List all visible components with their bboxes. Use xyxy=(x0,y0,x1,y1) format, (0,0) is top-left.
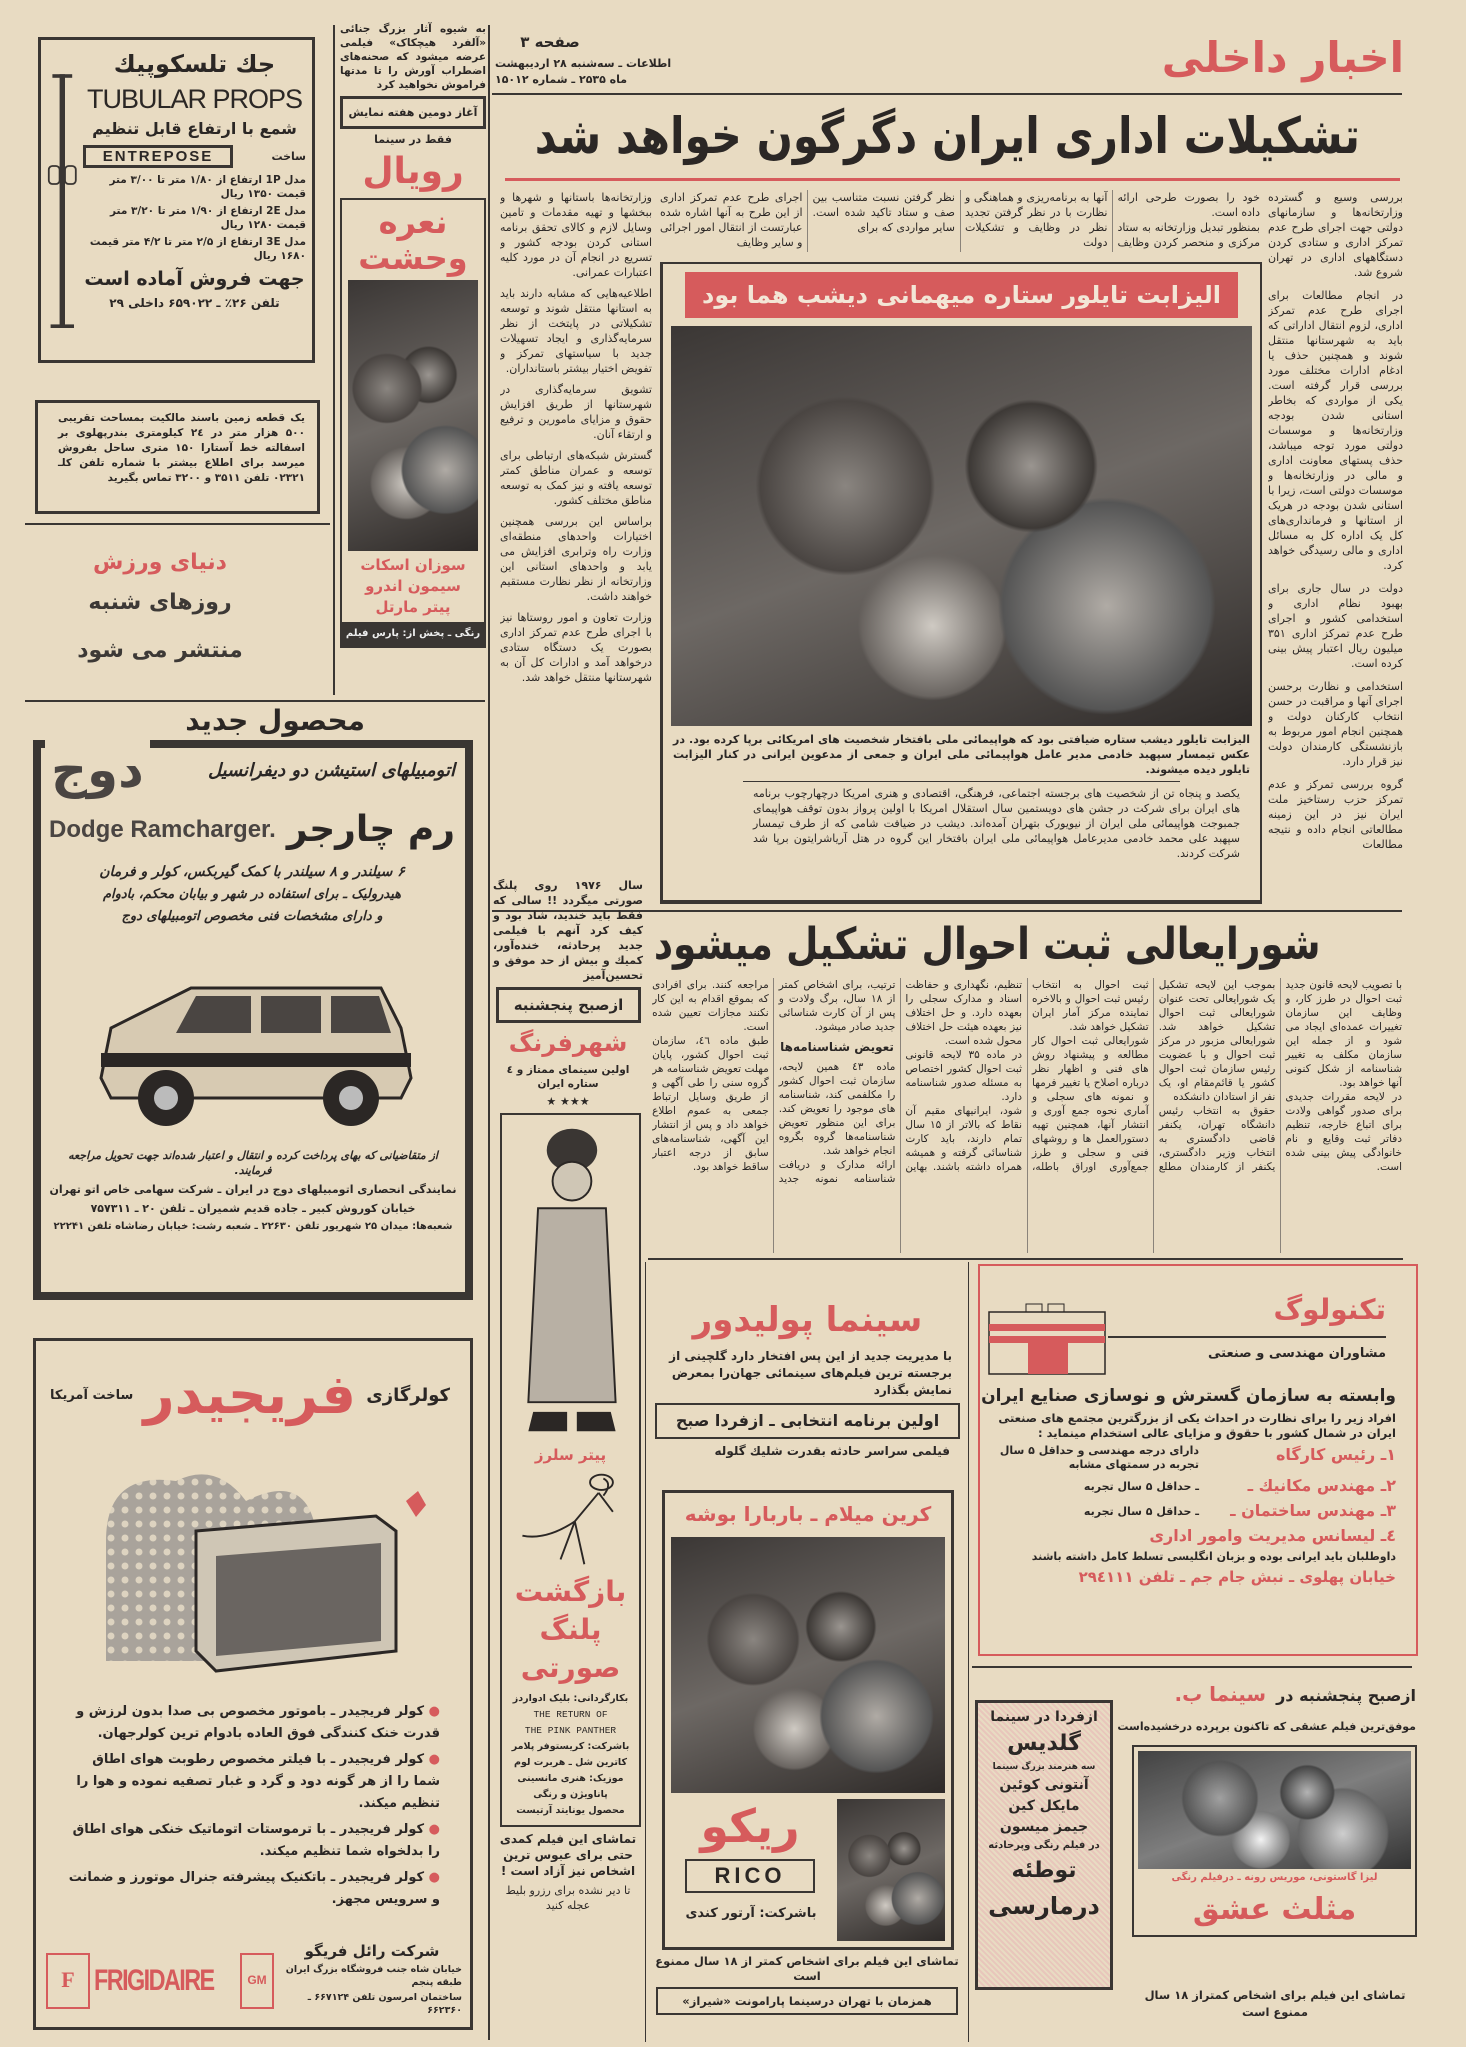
credit-line: پاناویژن و رنگی xyxy=(533,1789,608,1800)
bullet-dot-icon: ● xyxy=(424,1870,440,1885)
issue-line: اطلاعات ـ سه‌شنبه ۲۸ اردیبهشت xyxy=(495,57,672,70)
divider xyxy=(645,1262,646,2042)
paragraph: با تصویب لایحه قانون جدید ثبت احوال در طرز کار، و وظایف این سازمان تغییرات عمده‌ای ایجاد می شود و از جمله این سازمان مکلف به تغییر شناسنامه از شکل کنونی آنها خواهد بود. xyxy=(1285,979,1402,1089)
position-row xyxy=(994,1500,1396,1522)
cinema-b-cast: لیزا گاستونی، موریس رونه ـ درفیلم رنگی xyxy=(1171,1872,1378,1883)
divider xyxy=(968,1262,969,2042)
gladys-film: درمارسی xyxy=(988,1892,1100,1920)
position-title: ٤ـ لیسانس مدیریت وامور اداری xyxy=(1149,1526,1396,1545)
photo-elizabeth-taylor-reception xyxy=(671,326,1252,726)
royal-week-box: آغاز دومین هفته نمایش xyxy=(340,96,486,129)
polidor-cinema-title: سینما پولیدور xyxy=(692,1300,923,1340)
bullet-text: کولر فریجیدر ـ با فیلتر مخصوص رطوبت هوای اطاق شما را از هر گونه دود و گرد و غبار تصفیه نموده و هوا را تنظیم میکند. xyxy=(76,1752,440,1811)
pink-panther-illustration xyxy=(515,1469,627,1569)
paragraph: در انجام مطالعات برای اجرای طرح عدم تمرکز اداری، لزوم انتقال اداراتی که باید به شهرستانها منتقل شوند و همچنین حذف یا ادغام ادارات مختلف مورد بررسی قرار گرفته است. یکی از مواردی که بخاطر استانی شدن بودجه وزارتخانه‌ها و موسسات دولتی مورد توجه میباشد، حذف پستهای معاونت اداری و مالی در وزارتخانه‌ها و موسسات دولتی است، زیرا با استانی شدن بودجه در هریک از استانها و فرمانداری‌های کل یک اداره کل به مسائل اداری و مالی رسیدگی خواهد کرد. xyxy=(1268,289,1403,572)
bullet xyxy=(66,1819,440,1863)
issue-line: ماه ۲۵۳۵ ـ شماره ۱۵۰۱۲ xyxy=(495,73,628,86)
rico-photo xyxy=(671,1537,945,1793)
article-top-strip xyxy=(660,190,1260,252)
age-restriction: تماشای این فیلم برای اشخاص کمتر از ۱۸ سال ممنوع است xyxy=(655,1954,959,1983)
actor-name: پیتر سلرز xyxy=(534,1446,607,1464)
technolog-body xyxy=(981,1384,1396,1587)
position-req: ـ حداقل ۵ سال تجربه xyxy=(1083,1479,1199,1493)
divider xyxy=(25,523,330,525)
royal-cinema-name: رویال xyxy=(362,151,464,192)
article-left-column xyxy=(500,190,652,900)
phone: تلفن ۲۶٪ ـ ۶۵۹۰۲۲ داخلی ۲۹ xyxy=(109,296,280,310)
subheading: تعویض شناسنامه‌ها xyxy=(780,1040,894,1054)
bullet-text: کولر فریجیدر ـ باتکنیک پیشرفته جنرال موتورز و ضمانت و سرویس مجهز. xyxy=(68,1870,440,1907)
paragraph: در لایحه مقررات جدیدی برای صدور گواهی ولادت برای اتباع خارجه، تنظیم دفاتر ثبت وقایع و نام خانوادگی پیش بینی شده است. xyxy=(1285,1091,1402,1173)
paragraph: بررسی وسیع و گسترده وزارتخانه‌ها و سازمانهای دولتی جهت اجرای طرح عدم تمرکز اداری و ستادی کردن دستگاههای اداری در تهران شروع شد. xyxy=(1268,191,1403,279)
article-right-column xyxy=(1268,190,1403,900)
credit-line: کاترین شل ـ هربرت لوم xyxy=(514,1757,627,1768)
divider xyxy=(333,25,335,695)
comedy-blurb: سال ۱۹۷۶ روی پلنگ صورتی میگردد !! سالی که فقط باید خندید، شاد بود و کیف کرد آنهم با فیلمی جدید پرحادثه، خنده‌آور، کمیك و بیش از حد موفق و تحسین‌آمیز xyxy=(493,879,643,982)
rico-actor-photo xyxy=(837,1799,945,1941)
cast-name: سیمون اندرو xyxy=(365,577,461,595)
model-line: مدل 3E ارتفاع از ۲/۵ متر تا ۴/۲ متر قیمت ۱۶۸۰ ریال xyxy=(89,236,306,262)
cinema-desc: اولین سینمای ممتاز و ٤ ستاره ایران xyxy=(506,1064,630,1090)
model-fa: رم چارجر xyxy=(286,809,455,850)
paragraph: شود، ایرانیهای مقیم آن نقاط که بالاتر از ۱۵ سال تمام دارند، باید کارت شناسائی گرفته و همیشه همراه داشته باشند. بهاین ترتیب، برای اشخاص کمتر از ۱۸ سال، برگ ولادت و پس از آن کارت شناسائی جدید صادر میشود. xyxy=(778,979,1023,1173)
credit-line: باشرکت: کریستوفر پلامر xyxy=(511,1741,630,1752)
paragraph: طبق ماده ٤٦، سازمان ثبت احوال کشور، پایان مهلت تعویض شناسنامه هر گروه سنی را طی آگهی و از طریق وسایل ارتباط جمعی به عموم اطلاع خواهد داد و پس از انتشار این آگهی، شناسنامه‌های سابق از درجه اعتبار ساقط خواهد بود. xyxy=(652,1035,769,1173)
credit-line: THE PINK PANTHER xyxy=(524,1725,617,1736)
position-req: ـ حداقل ۵ سال تجربه xyxy=(1083,1504,1199,1518)
rico-distributor: باشرکت: آرتور کندی xyxy=(685,1906,817,1921)
from-thursday-box: ازصبح پنجشنبه xyxy=(496,987,641,1023)
main-headline: تشکیلات اداری ایران دگرگون خواهد شد xyxy=(534,107,1361,165)
section-title: اخبار داخلی xyxy=(1161,33,1404,82)
dodge-footer xyxy=(49,1148,457,1234)
paragraph: اطلاعیه‌هایی که مشابه دارند باید به استانها منتقل شوند و توسعه تشکیلاتی در پایتخت از نظر سرمایه‌گذاری و ایجاد تسهیلات جدید با سیاستهای تمرکز و تفویض اختیار بیشتر باستانداران. xyxy=(500,287,652,375)
technolog-intro: افراد زیر را برای نظارت در احداث یکی از بزرگترین مجتمع های صنعتی ایران در شمال کشور با حقوق و مزایای عالی استخدام مینماید : xyxy=(998,1411,1396,1440)
gladys-actor: مایکل کین xyxy=(1008,1798,1080,1814)
frigidaire-bullets xyxy=(66,1701,440,1911)
ad-title-en: TUBULAR PROPS xyxy=(86,84,303,114)
dodge-features xyxy=(49,862,455,926)
bullet-dot-icon: ● xyxy=(424,1704,440,1719)
cinema-b-restriction: تماشای این فیلم برای اشخاص کمتراز ۱۸ سال ممنوع است xyxy=(1144,1988,1406,2019)
position-title: ۲ـ مهندس مکانیك ـ xyxy=(1247,1476,1396,1495)
bullet xyxy=(66,1867,440,1911)
cinema-b-name: سینما ب. xyxy=(1174,1682,1267,1706)
made-in: ساخت آمریکا xyxy=(50,1387,134,1403)
paragraph: براساس این بررسی همچنین اختیارات واحدهای منطقه‌ای وزارت راه وترابری افزایش می یابد و واحدهای استانی این وزارتخانه از نظر نظارت مستقیم خواهند داشت. xyxy=(500,515,652,603)
features: هیدرولیک ـ برای استفاده در شهر و بیابان محکم، بادوام xyxy=(102,887,402,902)
land-for-sale-ad xyxy=(35,400,320,514)
second-headline: شورایعالی ثبت احوال تشکیل میشود xyxy=(653,919,1321,970)
bullet-dot-icon: ● xyxy=(424,1822,440,1837)
requirement: داوطلبان باید ایرانی بوده و بزبان انگلیسی تسلط کامل داشته باشند xyxy=(1031,1550,1396,1563)
dodge-model-row xyxy=(49,806,455,854)
polidor-desc: فیلمی سراسر حادثه بقدرت شلیك گلوله xyxy=(714,1444,950,1458)
first-program-box: اولین برنامه انتخابی ـ ازفردا صبح xyxy=(655,1403,960,1439)
frigidaire-logo xyxy=(46,1953,278,2009)
paragraph: دولت در سال جاری برای بهبود نظام اداری و استخدامی کشور و اجرای طرح عدم تمرکز اداری ۳۵۱ میلیون ریال اعتبار پیش بینی کرده است. xyxy=(1268,582,1403,670)
royal-footer: رنگی ـ پخش از: پارس فیلم xyxy=(342,622,484,646)
cinema-b-from: ازصبح پنجشنبه در xyxy=(1276,1686,1416,1705)
model-line: مدل 2E ارتفاع از ۱/۹۰ متر تا ۳/۲۰ متر قیمت ۱۲۸۰ ریال xyxy=(110,205,306,231)
dodge-address: خیابان کوروش کبیر ـ جاده قدیم شمیران ـ تلفن ۲۰ ـ ۷۵۷۳۱۱ xyxy=(90,1202,416,1215)
paragraph: ماده ٤٣ همین لایحه، سازمان ثبت احوال کشور را مکلفمی کند، شناسنامه های موجود را تعویض کند. برای این منظور تعویض شناسنامه‌ها گروه بگروه انجام خواهد شد. xyxy=(778,1061,896,1157)
technolog-sub: مشاوران مهندسی و صنعتی xyxy=(1208,1346,1386,1361)
sports-line: روزهای شنبه xyxy=(88,590,232,615)
position-req: دارای درجه مهندسی و حداقل ۵ سال تجربه در سمتهای مشابه xyxy=(999,1444,1199,1471)
model-line: مدل 1P ارتفاع از ۱/۸۰ متر تا ۳/۰۰ متر قیمت ۱۳۵۰ ریال xyxy=(109,174,306,200)
maker-label: ساخت xyxy=(271,150,306,163)
bullet-text: کولر فریجیدر ـ با ترموستات اتوماتیک خنکی هوای اطاق را بدلخواه شما تنظیم میکند. xyxy=(72,1822,440,1859)
position-row xyxy=(994,1475,1396,1497)
photo-caption: الیزابت تایلور دیشب ستاره ضیافتی بود که هواپیمائی ملی بافتخار شخصیت های امریکائی برپا کرده بود. در عکس تیمسار سپهبد خادمی مدیر عامل هواپیمائی ملی ایران و جمعی از مدعوین ایرانی در کنار الیزابت تایلور دیده میشوند. xyxy=(673,733,1250,776)
cinema-b-desc: موفق‌ترین فیلم عشقی که تاکنون برپرده درخشیده‌است xyxy=(1117,1720,1416,1733)
position-title: ۱ـ رئیس کارگاه xyxy=(1275,1445,1396,1464)
bullet xyxy=(66,1701,440,1745)
gladys-text: سه هنرمند بزرگ سینما xyxy=(992,1762,1096,1772)
polidor-footer xyxy=(652,1954,962,2015)
rico-stars-line: کرین میلام ـ باربارا بوشه xyxy=(684,1502,932,1526)
bullet-dot-icon: ● xyxy=(424,1752,440,1767)
paragraph: نظر گرفتن نسبت متناسب بین صف و ستاد تاکید شده است. سایر مواردی که برای xyxy=(812,191,955,234)
royal-column xyxy=(340,22,486,648)
bullet xyxy=(66,1749,440,1815)
paragraph: ارائه مدارک و دریافت شناسنامه نمونه جدید مراجعه کنند. برای افرادی که بموقع اقدام به این کار نکنند مجازات تعیین شده است. xyxy=(652,979,896,1185)
divider xyxy=(972,1666,1412,1668)
cinema-b-poster xyxy=(1132,1745,1417,1937)
cinema-b-film: مثلث عشق xyxy=(1192,1892,1357,1927)
page-number: صفحه ۳ xyxy=(520,33,580,51)
technolog-name: تکنولوگ xyxy=(1273,1293,1386,1326)
second-story-body xyxy=(652,978,1402,1253)
gladys-from: ازفردا در سینما xyxy=(990,1709,1098,1725)
rico-title-fa: ریکو xyxy=(700,1799,800,1853)
dodge-header-row xyxy=(45,740,455,800)
comedy-note: تماشای این فیلم کمدی حتی برای عبوس ترین اشخاص نیز آزاد است ! xyxy=(499,1832,637,1878)
air-conditioner-illustration xyxy=(76,1461,446,1681)
dodge-address: شعبه‌ها: میدان ۲۵ شهریور تلفن ۲۲۶۳۰ ـ شعبه رشت: خیابان رضاشاه تلفن ۲۲۲۴۱ xyxy=(53,1221,453,1232)
credit-line: موزیک: هنری مانسینی xyxy=(517,1773,624,1784)
cinema-stars: ★★★ ★ xyxy=(546,1095,590,1108)
brand-entrepose: ENTREPOSE xyxy=(83,145,233,168)
paragraph: تشویق سرمایه‌گذاری در شهرستانها از طریق افزایش حقوق و مزایای مامورین و ترفیع و ارتقاء آنان. xyxy=(500,383,652,441)
dodge-ramcharger-illustration xyxy=(81,968,426,1138)
new-product: محصول جدید xyxy=(175,704,375,738)
paragraph: وزارت تعاون و امور روستاها نیز با اجرای طرح عدم تمرکز اداری بصورت یک دستگاه ستادی درخواهد آمد و ادارات کل آن به شهرستانها منتقل خواهد شد. xyxy=(500,611,652,684)
paragraph: بمنظور تبدیل وزارتخانه به ستاد مرکزی و منحصر کردن وظایف آنها به برنامه‌ریزی و هماهنگی و نظارت با در نظر گرفتن تجدید نظر در وظایف و تشکیلات دولت xyxy=(965,191,1260,249)
ad-title-fa: جك تلسكوپيك xyxy=(113,50,276,78)
paragraph: شورایعالی ثبت احوال کار مطالعه و پیشنهاد روش های فنی و اظهار نظر درباره اصلاح یا تغییر فرمها و نمونه های سجلی و آماری نحوه جمع آوری و انتشار آنها، همچنین تهیه دستورالعمل ها و روشهای فنی و سجلی و طرز جمع‌آوری اوراق باطله، تنظیم، نگهداری و حفاظت اسناد و مدارک سجلی را بعهده دارد. و حل اختلاف نیز بعهده هیئت حل اختلاف محول شده است. xyxy=(905,979,1149,1173)
frigidaire-header-row xyxy=(50,1355,450,1435)
dodge-brand: دوج xyxy=(45,740,150,800)
cast-name: سوزان اسکات xyxy=(360,556,466,574)
caption-rule xyxy=(743,781,1180,782)
dodge-dealer: نمایندگی انحصاری اتومبیلهای دوج در ایران ـ شرکت سهامی خاص اتو تهران xyxy=(49,1183,457,1196)
simultaneous-box: همزمان با تهران درسینما پارامونت «شیراز» xyxy=(656,1987,958,2015)
frigidaire-brand-fa: فریجیدر xyxy=(143,1363,356,1426)
paragraph: در ماده ۳۵ لایحه قانونی ثبت احوال کشور اختصاص به مسئله صدور شناسنامه دارد. xyxy=(905,1049,1023,1103)
gladys-film: توطئه xyxy=(1011,1858,1077,1883)
gladys-actor: آنتونی کوئین xyxy=(999,1777,1089,1793)
credit-line: THE RETURN OF xyxy=(533,1709,608,1720)
photo-feature-box xyxy=(660,262,1262,904)
technolog-logo xyxy=(988,1302,1108,1380)
shahre-farang-cinema: شهرفرنگ xyxy=(508,1029,628,1057)
frigidaire-f-logo: F xyxy=(46,1953,90,2009)
polidor-column xyxy=(655,1296,960,1459)
company-address: خیابان شاه جنب فروشگاه بزرگ ایران طبقه پنجم xyxy=(285,1964,462,1988)
paragraph: حقوق به انتخاب رئیس دانشگاه تهران، یکنفر قاضی دادگستری به انتخاب وزیر دادگستری، یکنفر از کارمندان مطلع ثبت احوال به انتخاب رئیس ثبت احوال و بالاخره نماینده مرکز آمار ایران تشکیل خواهد شد. xyxy=(1032,979,1276,1173)
tubular-props-ad xyxy=(38,37,315,363)
cinema-b-heading xyxy=(1175,1682,1416,1706)
rico-title-en: RICO xyxy=(685,1859,815,1893)
paragraph: بموجب این لایحه تشکیل یک شورایعالی تحت عنوان شورایعالی ثبت احوال تشکیل خواهد شد. شورایعالی مزبور در مرکز ثبت احوال و با عضویت رئیس سازمان ثبت احوال کشور یا قائم‌مقام او، یک نفر از استادان دانشکده xyxy=(1158,979,1276,1103)
features: و دارای مشخصات فنی مخصوص اتومبیلهای دوج xyxy=(121,909,383,924)
frigidaire-ad xyxy=(33,1338,473,2030)
dodge-note: از متقاضیانی که بهای پرداخت کرده و انتقال و اعتبار شده‌اند جهت تحویل مراجعه فرمایند. xyxy=(68,1149,438,1177)
royal-poster xyxy=(340,198,486,648)
company-block xyxy=(282,1941,462,2017)
position-title: ۳ـ مهندس ساختمان ـ xyxy=(1230,1501,1396,1520)
technolog-ad xyxy=(978,1264,1418,1656)
gladys-desc: در فیلم رنگی وپرحادثه xyxy=(988,1840,1100,1851)
technolog-rule xyxy=(1108,1336,1386,1338)
royal-only-in: فقط در سینما xyxy=(374,133,452,146)
sports-line: منتشر می شود xyxy=(77,638,243,663)
paragraph: استخدامی و نظارت برحسن اجرای آنها و مراقبت در حسن انتخاب کارکنان دولت و همچنین انجام امور مربوط به بازنشستگی کارمندان دولت نیز قرار دارد. xyxy=(1268,680,1403,768)
features: ۶ سیلندر و ۸ سیلندر با کمک گیربکس، کولر و فرمان xyxy=(99,864,405,880)
ad-subtitle: شمع با ارتفاع قابل تنظیم xyxy=(92,119,297,138)
position-row xyxy=(994,1444,1396,1472)
second-headline-wrap xyxy=(652,914,1322,976)
headline-red-rule xyxy=(505,178,1400,181)
dodge-ad xyxy=(33,704,473,1300)
cast-name: پیتر مارتل xyxy=(375,598,451,616)
paragraph: خود را بصورت طرحی ارائه داده است. xyxy=(1117,191,1260,219)
film-credits xyxy=(506,1691,635,1819)
sports-title: دنیای ورزش xyxy=(93,550,227,575)
credit-line: بکارگردانی: بلیک ادواردز xyxy=(512,1693,629,1704)
pink-panther-poster xyxy=(500,1113,641,1827)
gladys-name: گلدیس xyxy=(1007,1731,1081,1756)
poster-photo xyxy=(348,280,478,551)
brand-row xyxy=(83,145,306,168)
royal-blurb: به شیوه آثار بزرگ جنائی «آلفرد هیچکاک» فیلمی عرضه میشود که صحنه‌های اضطراب آورش را تا مدتها فراموش نخواهید کرد xyxy=(340,23,486,91)
paragraph: اجرای طرح عدم تمرکز اداری از این طرح به آنها اشاره شده عبارتست از انتقال امور اجرائی و سایر وظایف xyxy=(660,191,803,249)
paragraph: گروه بررسی تمرکز و عدم تمرکز حزب رستاخیز ملت ایران نیز در این زمینه مطالعاتی انجام داده و نتیجه مطالعات xyxy=(1268,778,1403,851)
film-title: نعره وحشت xyxy=(358,203,468,277)
company-address: ساختمان امرسون تلفن ۶۶۷۱۲۴ ـ ۶۶۲۳۶۰ xyxy=(307,1992,462,2016)
telescopic-prop-icon xyxy=(47,52,83,352)
bullet-text: کولر فریجیدر ـ باموتور مخصوص بی صدا بدون لرزش و قدرت خنک کنندگی فوق العاده بادوام ترین کولرجهان. xyxy=(76,1704,440,1741)
inspector-clouseau-illustration xyxy=(512,1121,630,1441)
polidor-text: با مدیریت جدید از این پس افتخار دارد گلچینی از برجسته ترین فیلم‌های سینمائی جهان‌را بمعرض نمایش بگذارد xyxy=(669,1349,952,1397)
credit-line: محصول یونایتد آرتیست xyxy=(516,1805,625,1816)
company-name: شرکت رائل فریگو xyxy=(304,1942,440,1960)
photo-banner: الیزابت تایلور ستاره میهمانی دیشب هما بود xyxy=(685,272,1238,318)
tubular-content xyxy=(83,48,306,354)
ad-kind: کولرگازی xyxy=(366,1384,450,1406)
land-ad-text: یک قطعه زمین باسند مالکیت بمساحت تقریبی ۵۰۰ هزار متر در ۲٤ کیلومتری بندرپهلوی بر اسفالته خط آستارا ۱۵۰ متری ساحل بفروش میرسد برای اطلاع بیشتر با شماره تلفن کلـ ۰۲۳۲۱ تلفن ۳۵۱۱ و ۳۲۰۰ تماس بگیرید xyxy=(58,412,305,484)
divider xyxy=(488,25,490,2040)
comedy-column xyxy=(493,878,643,1913)
paragraph: وزارتخانه‌ها باستانها و شهرها و ببخشها و تهیه مقدمات و تامین وسایل لازم و کالای تحقق برنامه استانی کردن بودجه کشور و تسریع در انجام آن در مورد کلیه اعتبارات عمرانی. xyxy=(500,191,652,279)
paragraph: گسترش شبکه‌های ارتباطی برای توسعه و عمران مناطق کمتر توسعه یافته و نیز کمک به توسعه مناطق مختلف کشور. xyxy=(500,449,652,507)
affiliation: وابسته به سازمان گسترش و نوسازی صنایع ایران xyxy=(981,1386,1396,1406)
film-title-fa: بازگشت پلنگ صورتی xyxy=(514,1575,627,1684)
gladys-cinema-ad xyxy=(975,1700,1113,1990)
gm-logo: GM xyxy=(240,1953,274,2009)
divider xyxy=(25,700,485,702)
main-headline-wrap xyxy=(495,100,1400,172)
reserve-note: تا دیر نشده برای رزرو بلیط عجله کنید xyxy=(505,1884,631,1912)
model-en: Dodge Ramcharger. xyxy=(49,816,276,843)
gladys-actor: جیمز میسون xyxy=(999,1819,1089,1835)
ready-for-sale: جهت فروش آماده است xyxy=(84,268,305,290)
frigidaire-wordmark: FRIGIDAIRE xyxy=(94,1964,214,1997)
dodge-line1: اتومبیلهای استیشن دو دیفرانسیل xyxy=(207,759,455,781)
divider xyxy=(648,1258,1403,1260)
photo-story: یکصد و پنجاه تن از شخصیت های برجسته اجتماعی، فرهنگی، اقتصادی و هنری امریکا درچهارچوب برنامه های ایران برای شرکت در جشن های دویستمین سال استقلال امریکا با اولین پرواز بدون توقف هواپیمای جمبوجت هواپیمائی ملی ایران از نیویورک بتهران آمده‌اند. دیشب در ضیافت شامی که از طرف تیمسار سپهبد علی محمد خادمی مدیرعامل هواپیمائی ملی ایران بافتخار این گروه در هتل آریاشرایتون برپا شد شرکت کردند. xyxy=(753,787,1240,860)
love-triangle-photo xyxy=(1138,1751,1411,1869)
header-rule xyxy=(492,93,1402,95)
rico-poster xyxy=(662,1490,954,1950)
technolog-address: خیابان پهلوی ـ نبش جام جم ـ تلفن ۲۹٤۱۱۱ xyxy=(1078,1568,1396,1586)
